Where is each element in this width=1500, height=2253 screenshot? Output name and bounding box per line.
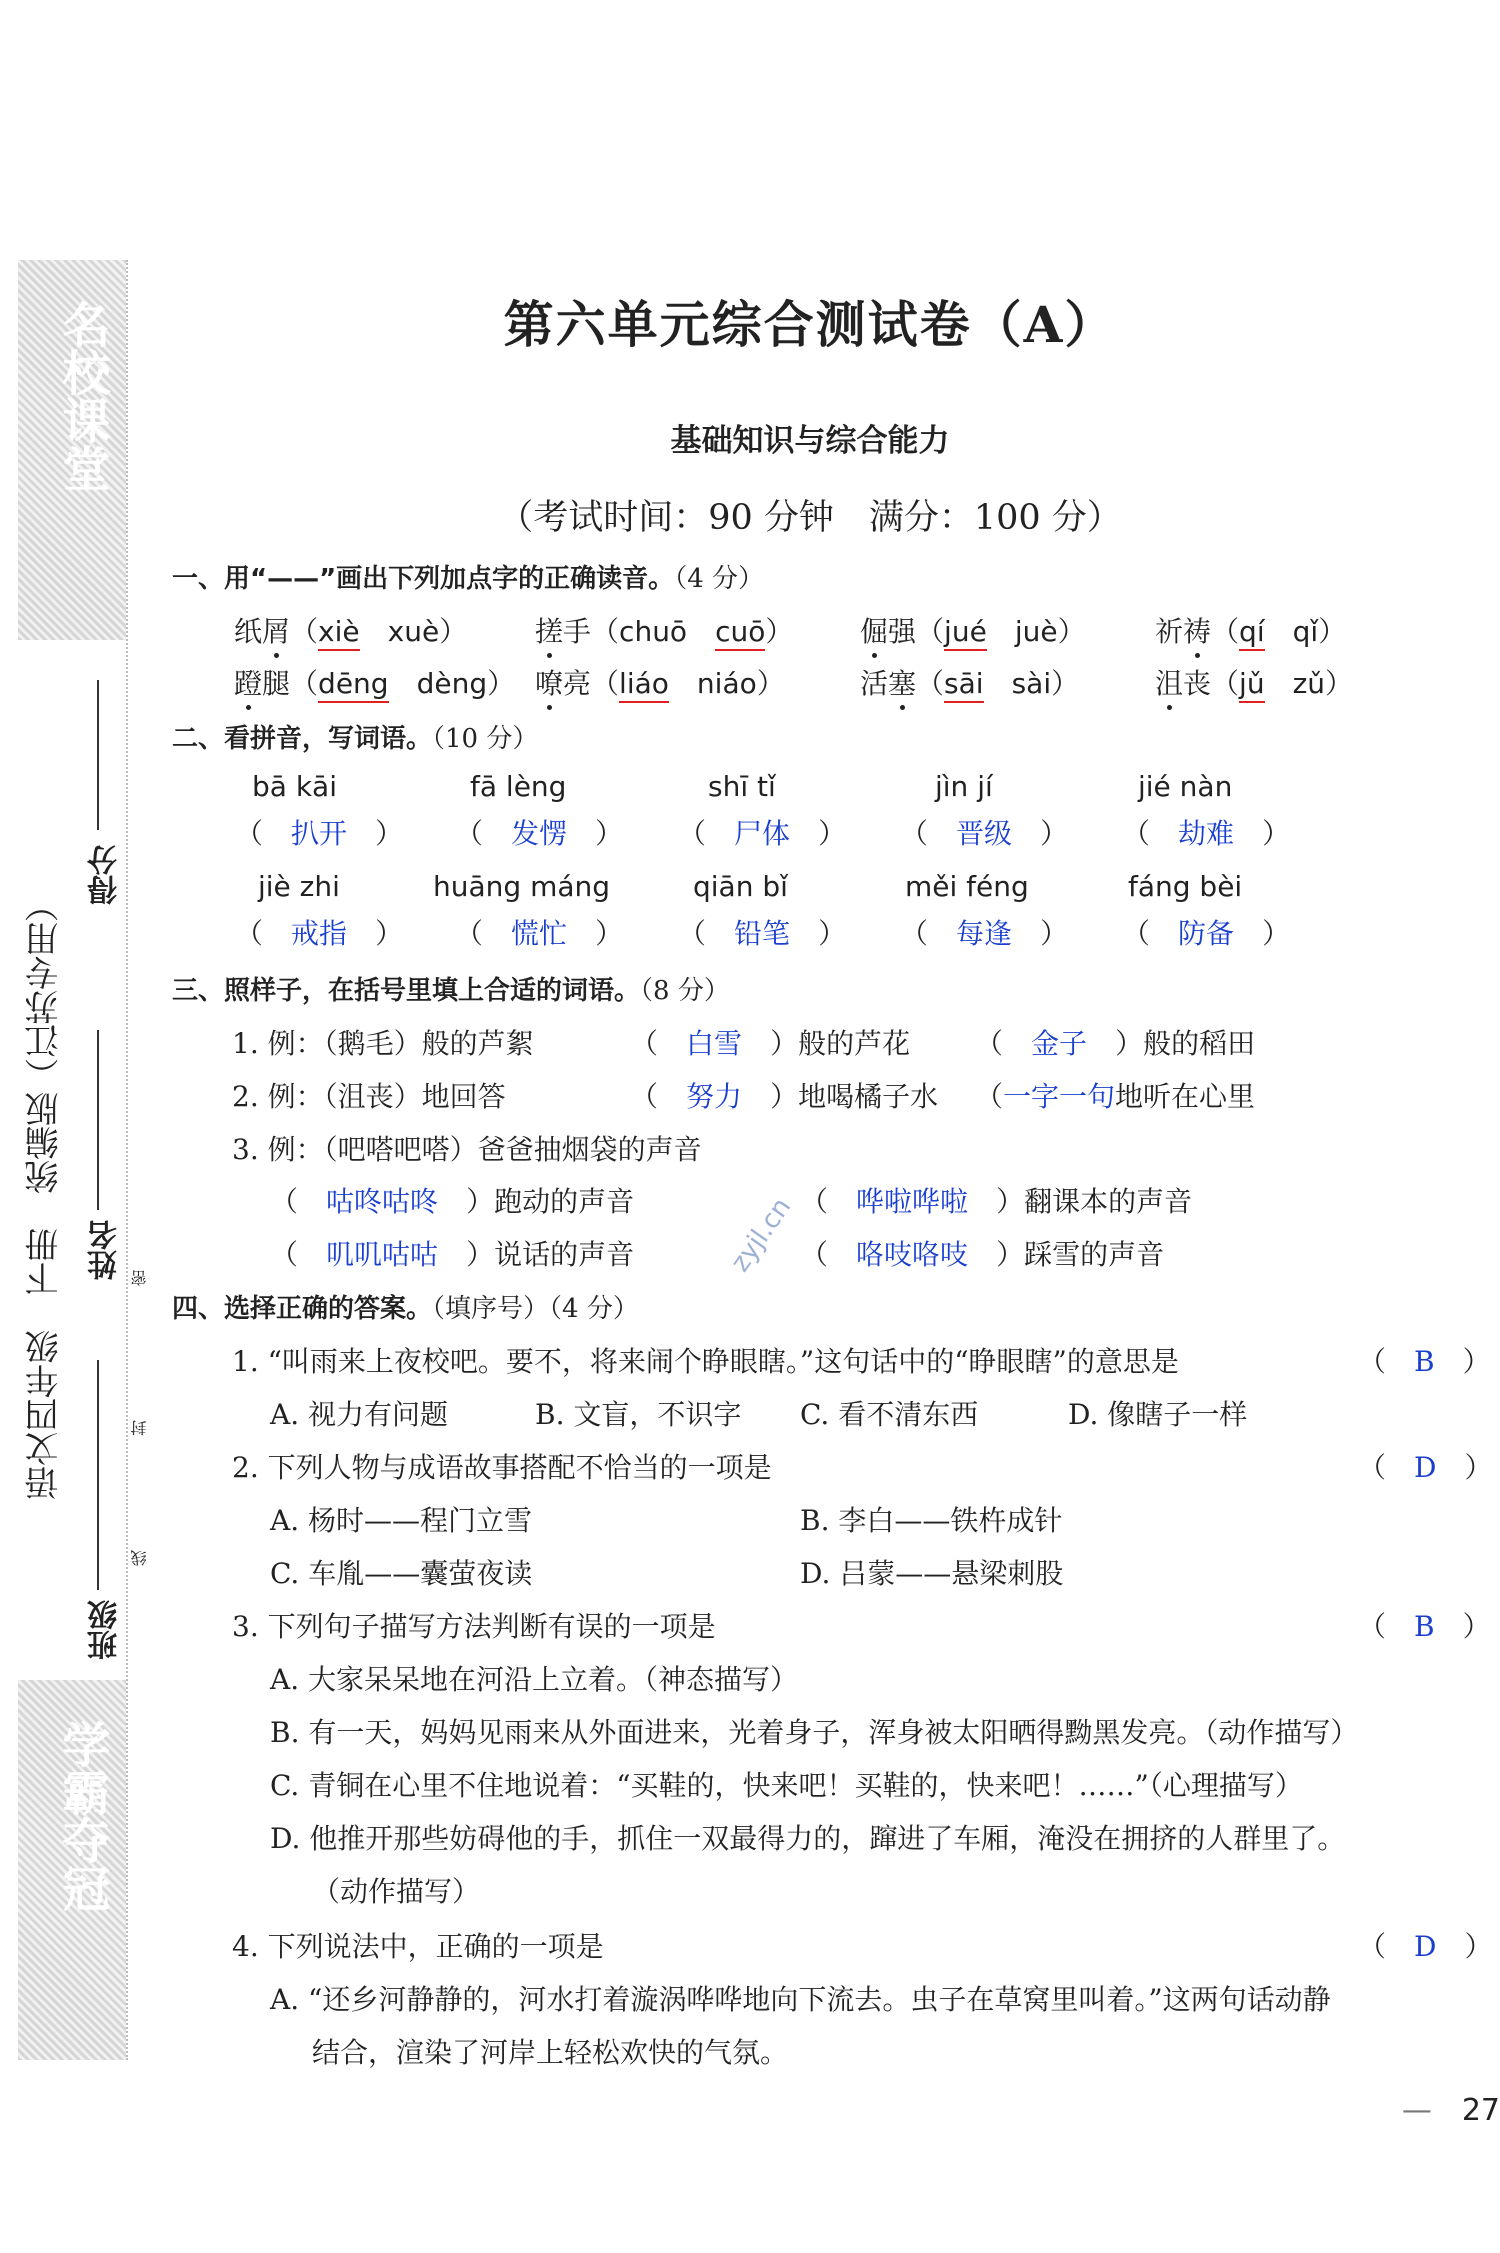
- seal-feng: 封: [130, 1420, 149, 1436]
- s3-q3-c: （ 叽叽咕咕 ）说话的声音: [270, 1238, 635, 1271]
- class-line: [97, 1360, 99, 1590]
- score-label: 得分: [88, 845, 123, 905]
- s3-q3-b: （ 哗啦哗啦 ）翻课本的声音: [800, 1185, 1193, 1218]
- s2-answer-5: （ 劫难 ）: [1122, 817, 1291, 850]
- section1-heading: 一、用“——”画出下列加点字的正确读音。（4 分）: [172, 564, 764, 594]
- name-line: [97, 1030, 99, 1210]
- s2-pinyin-10: fáng bèi: [1128, 870, 1243, 903]
- seal-xian: 线: [130, 1550, 149, 1566]
- score-line: [97, 680, 99, 830]
- s4-q4-answer: （ D ）: [1358, 1930, 1493, 1963]
- page-title: 第六单元综合测试卷（A）: [503, 295, 1117, 354]
- s3-q2-a: （ 努力 ）地喝橘子水: [630, 1080, 939, 1113]
- s4-q3-opt-a: A. 大家呆呆地在河沿上立着。（神态描写）: [270, 1663, 799, 1696]
- s2-answer-8: （ 铅笔 ）: [678, 917, 847, 950]
- s1-item-4: 祈祷（qí qǐ）: [1155, 610, 1346, 650]
- s4-q3-opt-d: D. 他推开那些妨碍他的手，抓住一双最得力的，蹿进了车厢，淹没在拥挤的人群里了。: [270, 1822, 1346, 1855]
- s1-item-7: 活塞（sāi sài）: [860, 662, 1079, 702]
- s4-q1-opt-a: A. 视力有问题: [270, 1398, 449, 1431]
- s2-pinyin-2: fā lèng: [470, 770, 567, 803]
- s4-q2-opt-b: B. 李白——铁杵成针: [800, 1504, 1063, 1537]
- s2-answer-3: （ 尸体 ）: [678, 817, 847, 850]
- s4-q3: 3. 下列句子描写方法判断有误的一项是: [232, 1610, 716, 1643]
- section4-heading: 四、选择正确的答案。（填序号）（4 分）: [172, 1294, 639, 1324]
- s2-answer-2: （ 发愣 ）: [455, 817, 624, 850]
- s2-pinyin-3: shī tǐ: [708, 770, 776, 803]
- s4-q1-opt-b: B. 文盲，不识字: [535, 1398, 742, 1431]
- s2-answer-4: （ 晋级 ）: [900, 817, 1069, 850]
- s1-item-6: 嘹亮（liáo niáo）: [535, 662, 785, 702]
- s4-q3-opt-d-cont: （动作描写）: [312, 1875, 481, 1908]
- s2-answer-10: （ 防备 ）: [1122, 917, 1291, 950]
- s4-q1-opt-d: D. 像瞎子一样: [1068, 1398, 1248, 1431]
- section2-heading: 二、看拼音，写词语。（10 分）: [172, 724, 539, 754]
- top-deco-text: 名校课堂: [54, 300, 110, 492]
- s1-item-5: 蹬腿（dēng dèng）: [234, 662, 515, 702]
- s4-q3-opt-c: C. 青铜在心里不住地说着：“买鞋的，快来吧！买鞋的，快来吧！……”（心理描写）: [270, 1769, 1303, 1802]
- s1-item-1: 纸屑（xiè xuè）: [234, 610, 467, 650]
- s4-q2-opt-c: C. 车胤——囊萤夜读: [270, 1557, 533, 1590]
- s1-item-8: 沮丧（jǔ zǔ）: [1155, 662, 1353, 702]
- s3-q2-example: 2. 例：（沮丧）地回答: [232, 1080, 506, 1113]
- s3-q1-example: 1. 例：（鹅毛）般的芦絮: [232, 1027, 534, 1060]
- s4-q3-answer: （ B ）: [1358, 1610, 1491, 1643]
- seal-mi: 密: [130, 1270, 149, 1286]
- s2-pinyin-9: měi féng: [905, 870, 1029, 903]
- s3-q1-a: （ 白雪 ）般的芦花: [630, 1027, 911, 1060]
- bottom-deco-text: 学霸夺冠: [54, 1720, 110, 1912]
- s1-item-2: 搓手（chuō cuō）: [535, 610, 793, 650]
- s2-pinyin-5: jié nàn: [1138, 770, 1233, 803]
- exam-time-info: （考试时间：90 分钟 满分：100 分）: [498, 498, 1122, 538]
- s4-q4-opt-a-cont: 结合，渲染了河岸上轻松欢快的气氛。: [312, 2036, 789, 2069]
- s2-pinyin-1: bā kāi: [252, 770, 337, 803]
- s4-q2-opt-d: D. 吕蒙——悬梁刺股: [800, 1557, 1064, 1590]
- s2-answer-7: （ 慌忙 ）: [455, 917, 624, 950]
- s3-q3-a: （ 咕咚咕咚 ）跑动的声音: [270, 1185, 635, 1218]
- section3-heading: 三、照样子，在括号里填上合适的词语。（8 分）: [172, 976, 730, 1006]
- watermark: zyjl.cn: [725, 1192, 798, 1278]
- s4-q4: 4. 下列说法中，正确的一项是: [232, 1930, 604, 1963]
- s4-q2-answer: （ D ）: [1358, 1451, 1493, 1484]
- page-subtitle: 基础知识与综合能力: [670, 423, 950, 459]
- s2-pinyin-8: qiān bǐ: [693, 870, 788, 903]
- s2-pinyin-6: jiè zhi: [258, 870, 340, 903]
- s2-answer-6: （ 戒指 ）: [235, 917, 404, 950]
- s3-q1-b: （ 金子 ）般的稻田: [975, 1027, 1256, 1060]
- s2-pinyin-4: jìn jí: [935, 770, 993, 803]
- s4-q1-answer: （ B ）: [1358, 1345, 1491, 1378]
- s3-q3-d: （ 咯吱咯吱 ）踩雪的声音: [800, 1238, 1165, 1271]
- page-number: — 27: [1401, 2093, 1500, 2128]
- s3-q3-example: 3. 例：（吧嗒吧嗒）爸爸抽烟袋的声音: [232, 1133, 702, 1166]
- s2-answer-9: （ 每逢 ）: [900, 917, 1069, 950]
- class-label: 班级: [88, 1600, 123, 1660]
- grade-line: 语文四年级 下册 统编版（江苏专用）: [25, 888, 65, 1500]
- s4-q4-opt-a: A. “还乡河静静的，河水打着漩涡哗哗地向下流去。虫子在草窝里叫着。”这两句话动静: [270, 1983, 1331, 2016]
- s4-q2-opt-a: A. 杨时——程门立雪: [270, 1504, 533, 1537]
- s4-q2: 2. 下列人物与成语故事搭配不恰当的一项是: [232, 1451, 772, 1484]
- s3-q2-b: （一字一句地听在心里: [975, 1080, 1256, 1113]
- s4-q1: 1. “叫雨来上夜校吧。要不，将来闹个睁眼瞎。”这句话中的“睁眼瞎”的意思是: [232, 1345, 1179, 1378]
- s1-item-3: 倔强（jué juè）: [860, 610, 1086, 650]
- s4-q1-opt-c: C. 看不清东西: [800, 1398, 979, 1431]
- s2-answer-1: （ 扒开 ）: [235, 817, 404, 850]
- s2-pinyin-7: huāng máng: [433, 870, 611, 903]
- s4-q3-opt-b: B. 有一天，妈妈见雨来从外面进来，光着身子，浑身被太阳晒得黝黑发亮。（动作描写）: [270, 1716, 1359, 1749]
- bottom-decoration-band: [18, 1680, 126, 2060]
- name-label: 姓名: [88, 1220, 123, 1280]
